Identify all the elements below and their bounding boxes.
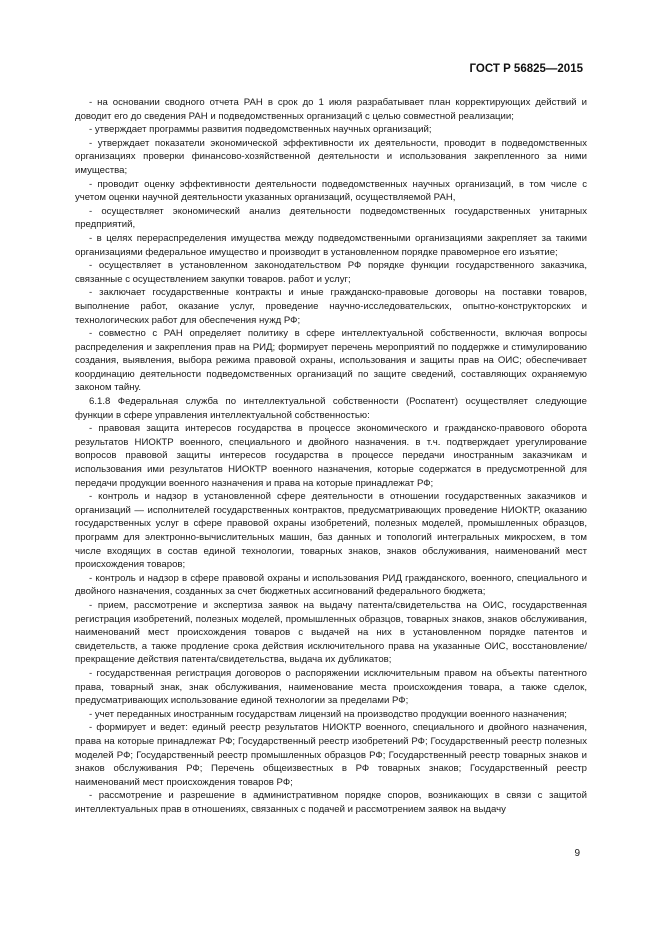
body-text xyxy=(75,96,587,816)
paragraph: - правовая защита интересов государства в процессе экономического и гражданско-правового оборота результатов НИОКТР военного, специального и двойного назначения. в т.ч. подтверждает урегулирование вопросов правовой защиты интересов государства в процессе передачи иностранным заказчикам и использования ими результатов НИОКТР военного назначения, которые содержатся в предусмотренной для передачи продукции военного назначения и права на которые принадлежат РФ; xyxy=(75,423,587,489)
section-paragraph: 6.1.8 Федеральная служба по интеллектуальной собственности (Роспатент) осуществляет следующие функции в сфере управления интеллектуальной собственностью: xyxy=(75,396,587,421)
page-number: 9 xyxy=(574,848,580,859)
paragraph: - рассмотрение и разрешение в административном порядке споров, возникающих в связи с защитой интеллектуальных прав в отношениях, связанных с подачей и рассмотрением заявок на выдачу xyxy=(75,790,587,815)
paragraph: - осуществляет в установленном законодательством РФ порядке функции государственного заказчика, связанные с осуществлением закупки товаров. работ и услуг; xyxy=(75,260,587,285)
paragraph: - заключает государственные контракты и иные гражданско-правовые договоры на поставки товаров, выполнение работ, оказание услуг, проведение научно-исследовательских, опытно-конструкторских и технологических работ для обеспечения нужд РФ; xyxy=(75,287,587,326)
paragraph: - в целях перераспределения имущества между подведомственными организациями закрепляет за такими организациями федеральное имущество и производит в установленном порядке правомерное его изъятие; xyxy=(75,232,587,258)
paragraph: - совместно с РАН определяет политику в сфере интеллектуальной собственности, включая вопросы распределения и закрепления прав на РИД; формирует перечень мероприятий по поддержке и стимулированию создания, выявления, выбора режима правовой охраны, использования и защиты прав на ОИС; обеспечивает координацию деятельности подведомственных организаций по защите сведений, составляющих охраняемую законом тайну. xyxy=(75,328,587,394)
paragraph: - утверждает программы развития подведомственных научных организаций; xyxy=(89,124,432,136)
paragraph: - осуществляет экономический анализ деятельности подведомственных государственных унитарных предприятий, xyxy=(75,205,587,231)
paragraph: - контроль и надзор в установленной сфере деятельности в отношении государственных заказчиков и организаций — исполнителей государственных контрактов, предусматривающих проведение НИОКТР, оказанию государственных услуг в сфере правовой охраны изобретений, полезных моделей, промышленных образцов, программ для электронно-вычислительных машин, баз данных и топологий интегральных микросхем, в том числе входящих в состав единой технологии, товарных знаков, знаков обслуживания, наименований мест происхождения товаров; xyxy=(75,491,587,571)
paragraph: - государственная регистрация договоров о распоряжении исключительным правом на объекты патентного права, товарный знак, знак обслуживания, наименование места происхождения товара, а также сделок, предусматривающих использование единой технологии за пределами РФ; xyxy=(75,667,587,707)
paragraph: - контроль и надзор в сфере правовой охраны и использования РИД гражданского, военного, специального и двойного назначения, созданных за счет бюджетных ассигнований федерального бюджета; xyxy=(75,572,587,598)
paragraph: - формирует и ведет: единый реестр результатов НИОКТР военного, специального и двойного назначения, права на которые принадлежат РФ; Государственный реестр изобретений РФ; Государственный реестр полезных моделей РФ; Государственный реестр промышленных образцов РФ; Государственный реестр товарных знаков и знаков обслуживания РФ; Перечень общеизвестных в РФ товарных знаков; Государственный реестр наименований мест происхождения товаров РФ; xyxy=(75,722,587,788)
paragraph: - утверждает показатели экономической эффективности их деятельности, проводит в подведомственных организациях проверки финансово-хозяйственной деятельности и использования закрепленного за ними имущества; xyxy=(75,137,587,176)
paragraph: - прием, рассмотрение и экспертиза заявок на выдачу патента/свидетельства на ОИС, государственная регистрация изобретений, полезных моделей, промышленных образцов, товарных знаков, знаков обслуживания, наименований мест происхождения товаров с выдачей на них в установленном порядке патентов и свидетельств, а также продление срока действия исключительного права на указанные ОИС, восстановление/прекращение действия патента/свидетельства, выдача их дубликатов; xyxy=(75,599,587,666)
paragraph: - на основании сводного отчета РАН в срок до 1 июля разрабатывает план корректирующих действий и доводит его до сведения РАН и подведомственных организаций с целью совместной реализации; xyxy=(75,97,587,122)
paragraph: - проводит оценку эффективности деятельности подведомственных научных организаций, в том числе с учетом оценки научной деятельности указанных организаций, осуществляемой РАН, xyxy=(75,178,587,204)
standard-header: ГОСТ Р 56825—2015 xyxy=(469,63,583,75)
paragraph: - учет переданных иностранным государствам лицензий на производство продукции военного назначения; xyxy=(89,708,567,720)
